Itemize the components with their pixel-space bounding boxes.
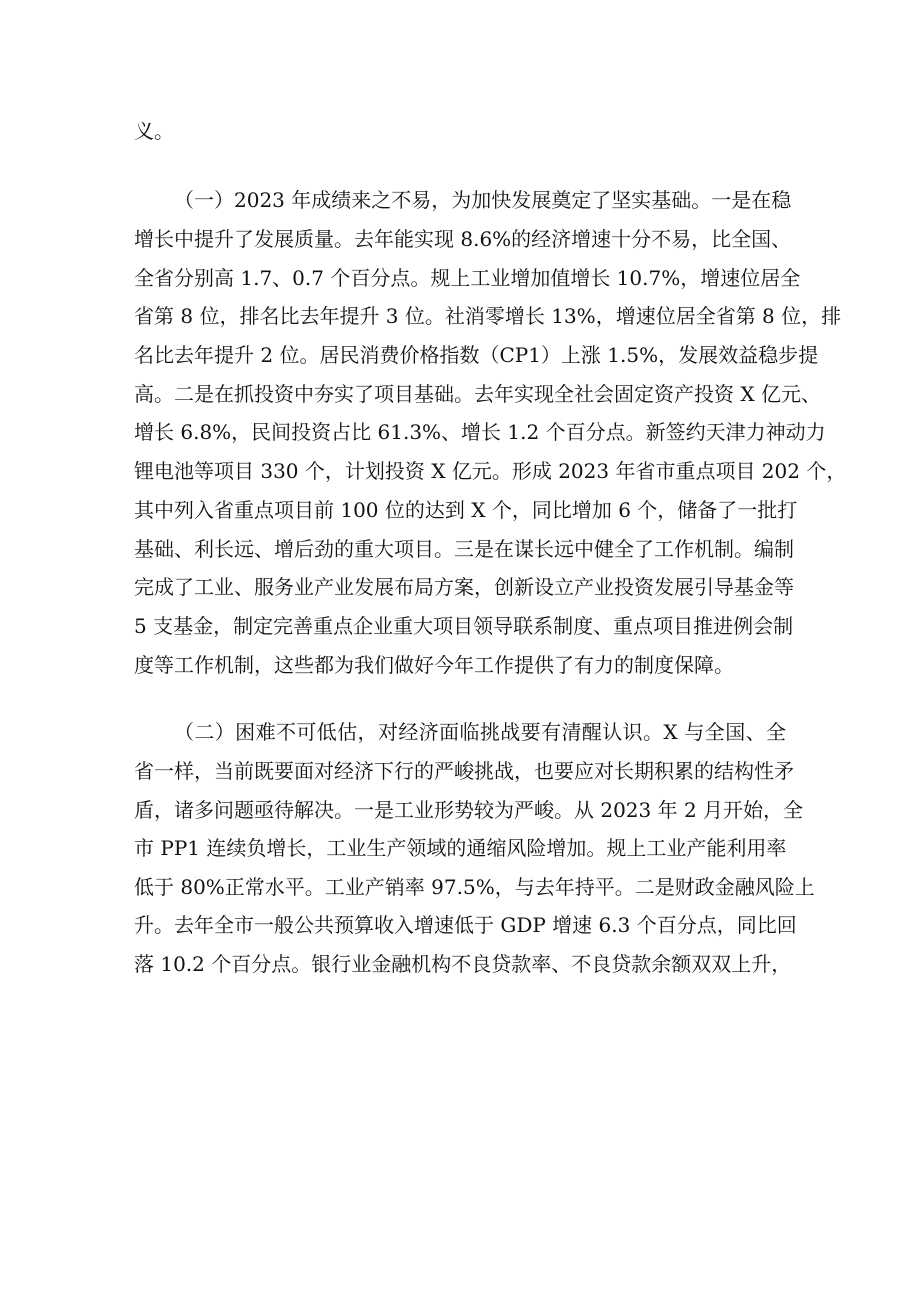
paragraph-first-line: （二）困难不可低估，对经济面临挑战要有清醒认识。X 与全国、全 <box>174 720 786 744</box>
text-line: 基础、利长远、增后劲的重大项目。三是在谋长远中健全了工作机制。编制 <box>134 537 794 561</box>
text-line: 增长 6.8%，民间投资占比 61.3%、增长 1.2 个百分点。新签约天津力神动力 <box>134 420 826 444</box>
text-line: 落 10.2 个百分点。银行业金融机构不良贷款率、不良贷款余额双双上升， <box>134 952 792 976</box>
text-line: 升。去年全市一般公共预算收入增速低于 GDP 增速 6.3 个百分点，同比回 <box>134 913 797 937</box>
text-line: 省第 8 位，排名比去年提升 3 位。社消零增长 13%，增速位居全省第 8 位，排 <box>134 304 842 328</box>
text-line: 锂电池等项目 330 个，计划投资 X 亿元。形成 2023 年省市重点项目 202 个， <box>134 459 847 483</box>
text-line: 市 PP1 连续负增长，工业生产领域的通缩风险增加。规上工业产能利用率 <box>134 836 787 860</box>
text-line: 度等工作机制，这些都为我们做好今年工作提供了有力的制度保障。 <box>134 653 734 677</box>
text-line: 全省分别高 1.7、0.7 个百分点。规上工业增加值增长 10.7%，增速位居全 <box>134 266 801 290</box>
text-line: 省一样，当前既要面对经济下行的严峻挑战，也要应对长期积累的结构性矛 <box>134 759 794 783</box>
text-line: 义。 <box>134 119 174 143</box>
text-line: 5 支基金，制定完善重点企业重大项目领导联系制度、重点项目推进例会制 <box>134 614 794 638</box>
paragraph-first-line: （一）2023 年成绩来之不易，为加快发展奠定了坚实基础。一是在稳 <box>174 188 792 212</box>
text-line: 高。二是在抓投资中夯实了项目基础。去年实现全社会固定资产投资 X 亿元、 <box>134 382 821 406</box>
text-line: 增长中提升了发展质量。去年能实现 8.6%的经济增速十分不易，比全国、 <box>134 227 792 251</box>
text-line: 低于 80%正常水平。工业产销率 97.5%，与去年持平。二是财政金融风险上 <box>134 875 815 899</box>
text-line: 名比去年提升 2 位。居民消费价格指数（CP1）上涨 1.5%，发展效益稳步提 <box>134 343 819 367</box>
text-line: 其中列入省重点项目前 100 位的达到 X 个，同比增加 6 个，储备了一批打 <box>134 498 798 522</box>
text-line: 盾，诸多问题亟待解决。一是工业形势较为严峻。从 2023 年 2 月开始，全 <box>134 798 804 822</box>
text-line: 完成了工业、服务业产业发展布局方案，创新设立产业投资发展引导基金等 <box>134 575 794 599</box>
